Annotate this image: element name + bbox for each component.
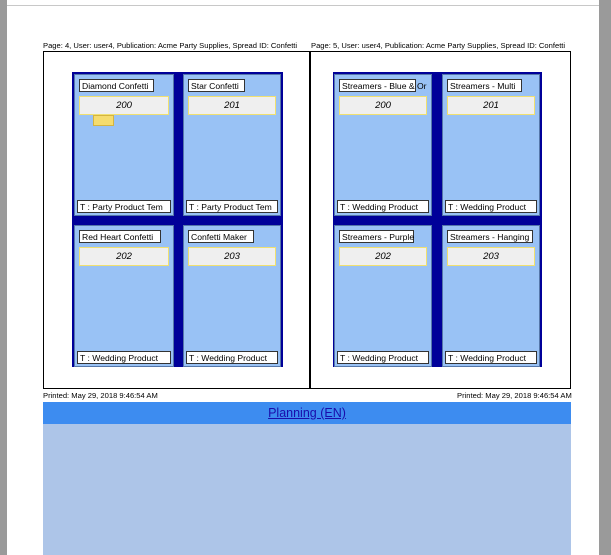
- viewer-left-edge: [0, 0, 7, 555]
- template-label: T : Party Product Tem: [77, 200, 171, 213]
- planning-link[interactable]: Planning (EN): [268, 406, 346, 420]
- product-cell[interactable]: [442, 74, 540, 216]
- product-cell[interactable]: [334, 74, 432, 216]
- product-number: 202: [339, 247, 427, 266]
- template-label: T : Wedding Product: [337, 200, 429, 213]
- top-rule: [7, 5, 599, 6]
- product-title[interactable]: Streamers - Hanging: [447, 230, 533, 243]
- product-title[interactable]: Streamers - Multi: [447, 79, 522, 92]
- product-cell[interactable]: [183, 225, 281, 367]
- product-number: 201: [188, 96, 276, 115]
- product-cell[interactable]: [183, 74, 281, 216]
- product-number: 201: [447, 96, 535, 115]
- template-label: T : Party Product Tem: [186, 200, 278, 213]
- planning-bar: [43, 402, 571, 424]
- product-cell[interactable]: [74, 74, 174, 216]
- product-cell[interactable]: [74, 225, 174, 367]
- template-label: T : Wedding Product: [186, 351, 278, 364]
- product-number: 203: [447, 247, 535, 266]
- sticky-note-icon[interactable]: [93, 115, 114, 126]
- template-label: T : Wedding Product: [337, 351, 429, 364]
- product-title[interactable]: Red Heart Confetti: [79, 230, 161, 243]
- product-number: 200: [339, 96, 427, 115]
- product-title[interactable]: Star Confetti: [188, 79, 245, 92]
- product-number: 203: [188, 247, 276, 266]
- product-number: 200: [79, 96, 169, 115]
- page-header-left: Page: 4, User: user4, Publication: Acme Party Supplies, Spread ID: Confetti: [43, 41, 298, 50]
- page-header-right: Page: 5, User: user4, Publication: Acme Party Supplies, Spread ID: Confetti: [311, 41, 566, 50]
- planning-pane: [43, 424, 571, 555]
- printed-timestamp-right: Printed: May 29, 2018 9:46:54 AM: [457, 391, 572, 400]
- template-label: T : Wedding Product: [445, 351, 537, 364]
- viewer-right-edge: [599, 0, 611, 555]
- product-title[interactable]: Confetti Maker: [188, 230, 254, 243]
- template-label: T : Wedding Product: [445, 200, 537, 213]
- product-cell[interactable]: [442, 225, 540, 367]
- spread-divider: [309, 51, 311, 389]
- product-number: 202: [79, 247, 169, 266]
- printed-timestamp-left: Printed: May 29, 2018 9:46:54 AM: [43, 391, 158, 400]
- product-title[interactable]: Diamond Confetti: [79, 79, 154, 92]
- product-title[interactable]: Streamers - Blue & Or: [339, 79, 416, 92]
- product-cell[interactable]: [334, 225, 432, 367]
- template-label: T : Wedding Product: [77, 351, 171, 364]
- product-title[interactable]: Streamers - Purple: [339, 230, 414, 243]
